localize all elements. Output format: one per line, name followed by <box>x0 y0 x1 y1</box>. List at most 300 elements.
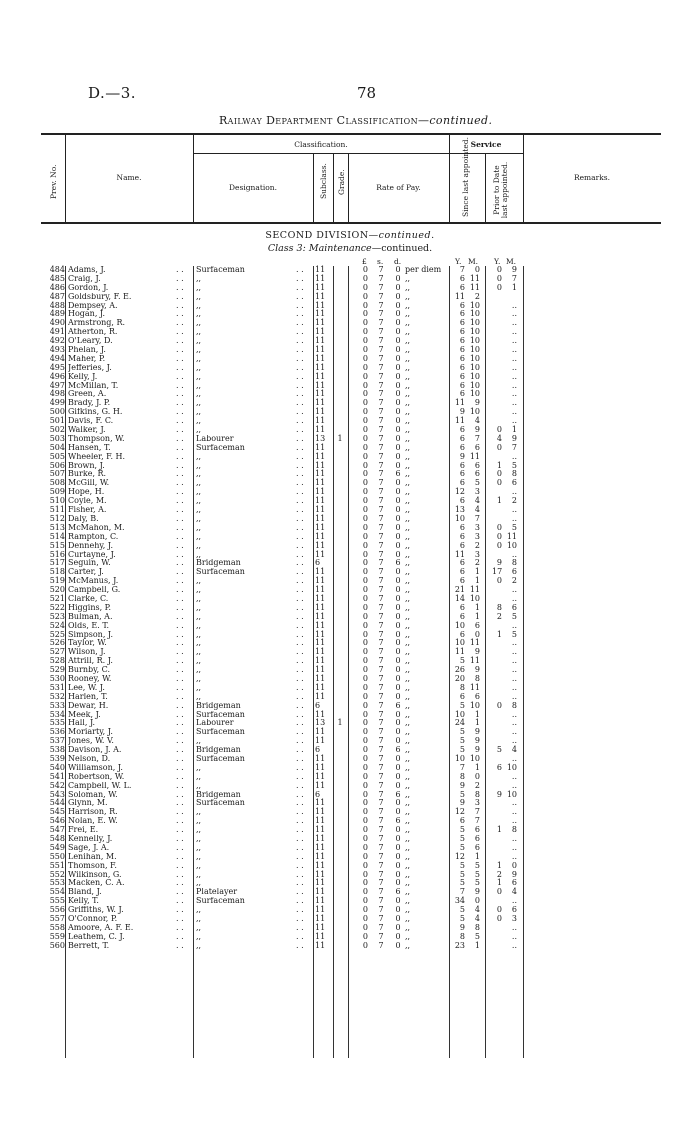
leader-dots: . . <box>176 736 184 746</box>
service-years: 5 <box>459 745 465 755</box>
leader-dots: . . <box>176 416 184 426</box>
designation: ,, <box>196 923 202 932</box>
service-months: 9 <box>474 398 480 408</box>
service-years: 20 <box>454 673 465 683</box>
leader-dots: . . <box>296 620 304 630</box>
subclass: 11 <box>315 540 326 550</box>
designation: ,, <box>196 808 202 817</box>
pay-shillings: 7 <box>378 940 384 950</box>
prior-months: .. <box>511 807 517 817</box>
pay-pounds: 0 <box>362 505 368 515</box>
pay-pounds: 0 <box>362 789 368 799</box>
row-number: 532 <box>49 691 65 701</box>
service-months: 9 <box>474 736 480 746</box>
row-number: 487 <box>49 291 65 301</box>
table-row <box>0 346 700 355</box>
prior-months: .. <box>511 309 517 319</box>
pay-pounds: 0 <box>362 487 368 497</box>
header-subclass: Subclass. <box>319 163 328 199</box>
pay-shillings: 7 <box>378 398 384 408</box>
employee-name: Meek, J. <box>68 710 101 719</box>
subclass: 11 <box>315 940 326 950</box>
division-name: SECOND DIVISION— <box>265 230 379 241</box>
designation: ,, <box>196 292 202 301</box>
designation: ,, <box>196 337 202 346</box>
table-row <box>0 319 700 328</box>
pay-pounds: 0 <box>362 931 368 941</box>
service-months: 10 <box>469 380 480 390</box>
table-row <box>0 933 700 942</box>
designation: Bridgeman <box>196 559 241 568</box>
pay-pounds: 0 <box>362 469 368 479</box>
pay-pence: 0 <box>395 922 401 932</box>
leader-dots: . . <box>176 825 184 835</box>
prior-months: 0 <box>511 860 517 870</box>
row-number: 547 <box>49 825 65 835</box>
pay-shillings: 7 <box>378 611 384 621</box>
leader-dots: . . <box>176 505 184 515</box>
pay-pounds: 0 <box>362 825 368 835</box>
employee-name: O'Connor, P. <box>68 915 118 924</box>
pay-period: ,, <box>405 496 411 506</box>
row-number: 518 <box>49 567 65 577</box>
pay-period: ,, <box>405 753 411 763</box>
employee-name: Wheeler, F. H. <box>68 452 126 461</box>
header-rate: Rate of Pay. <box>376 183 421 192</box>
unit-pounds: £ <box>362 257 367 266</box>
subclass: 11 <box>315 345 326 355</box>
employee-name: Green, A. <box>68 390 107 399</box>
service-months: 10 <box>469 389 480 399</box>
designation: ,, <box>196 870 202 879</box>
subclass: 11 <box>315 753 326 763</box>
designation: ,, <box>196 506 202 515</box>
table-row <box>0 666 700 675</box>
table-row <box>0 497 700 506</box>
prior-months: .. <box>511 922 517 932</box>
pay-period: ,, <box>405 611 411 621</box>
prior-months: 4 <box>511 887 517 897</box>
leader-dots: . . <box>296 700 304 710</box>
pay-shillings: 7 <box>378 700 384 710</box>
pay-pence: 0 <box>395 727 401 737</box>
row-number: 521 <box>49 593 65 603</box>
pay-shillings: 7 <box>378 442 384 452</box>
employee-name: Thomson, F. <box>68 861 117 870</box>
pay-pounds: 0 <box>362 905 368 915</box>
pay-shillings: 7 <box>378 807 384 817</box>
row-number: 502 <box>49 425 65 435</box>
pay-pounds: 0 <box>362 691 368 701</box>
prior-years: 1 <box>496 878 502 888</box>
prior-months: .. <box>511 593 517 603</box>
leader-dots: . . <box>176 931 184 941</box>
service-years: 6 <box>459 496 465 506</box>
service-months: 7 <box>474 433 480 443</box>
table-row <box>0 559 700 568</box>
leader-dots: . . <box>296 851 304 861</box>
table-row <box>0 382 700 391</box>
pay-period: ,, <box>405 389 411 399</box>
pay-pence: 0 <box>395 460 401 470</box>
prior-months: .. <box>511 451 517 461</box>
leader-dots: . . <box>296 629 304 639</box>
prior-years: 2 <box>496 869 502 879</box>
pay-pence: 0 <box>395 478 401 488</box>
prior-months: 10 <box>506 762 517 772</box>
row-number: 534 <box>49 709 65 719</box>
pay-pence: 0 <box>395 353 401 363</box>
pay-period: ,, <box>405 745 411 755</box>
table-row <box>0 639 700 648</box>
prior-years: 2 <box>496 611 502 621</box>
pay-shillings: 7 <box>378 478 384 488</box>
service-months: 6 <box>474 842 480 852</box>
service-years: 6 <box>459 558 465 568</box>
table-row <box>0 479 700 488</box>
leader-dots: . . <box>176 353 184 363</box>
division-heading <box>0 230 700 241</box>
pay-shillings: 7 <box>378 629 384 639</box>
designation: ,, <box>196 861 202 870</box>
employee-name: Brown, J. <box>68 461 105 470</box>
pay-pence: 0 <box>395 709 401 719</box>
row-number: 522 <box>49 602 65 612</box>
pay-pence: 0 <box>395 407 401 417</box>
pay-shillings: 7 <box>378 371 384 381</box>
pay-period: ,, <box>405 407 411 417</box>
prior-months: .. <box>511 549 517 559</box>
table-row <box>0 657 700 666</box>
pay-period: ,, <box>405 380 411 390</box>
employee-name: Campbell, W. L. <box>68 781 132 790</box>
subclass: 11 <box>315 842 326 852</box>
subclass: 11 <box>315 487 326 497</box>
leader-dots: . . <box>296 647 304 657</box>
employee-name: Campbell, G. <box>68 586 121 595</box>
pay-shillings: 7 <box>378 665 384 675</box>
pay-shillings: 7 <box>378 869 384 879</box>
leader-dots: . . <box>176 914 184 924</box>
table-row <box>0 453 700 462</box>
pay-period: ,, <box>405 425 411 435</box>
pay-period: ,, <box>405 629 411 639</box>
employee-name: Thompson, W. <box>68 434 125 443</box>
prior-months: .. <box>511 327 517 337</box>
service-years: 10 <box>454 513 465 523</box>
pay-pounds: 0 <box>362 727 368 737</box>
prior-months: .. <box>511 780 517 790</box>
prior-months: 1 <box>511 282 517 292</box>
leader-dots: . . <box>176 585 184 595</box>
pay-period: ,, <box>405 896 411 906</box>
pay-period: ,, <box>405 620 411 630</box>
prior-months: 8 <box>511 558 517 568</box>
pay-pounds: 0 <box>362 602 368 612</box>
service-months: 3 <box>474 531 480 541</box>
leader-dots: . . <box>296 673 304 683</box>
service-months: 8 <box>474 922 480 932</box>
row-number: 543 <box>49 789 65 799</box>
pay-pounds: 0 <box>362 709 368 719</box>
row-number: 494 <box>49 353 65 363</box>
pay-pence: 0 <box>395 762 401 772</box>
employee-name: Harrison, R. <box>68 808 118 817</box>
leader-dots: . . <box>296 318 304 328</box>
pay-pounds: 0 <box>362 665 368 675</box>
pay-pence: 0 <box>395 433 401 443</box>
pay-period: ,, <box>405 931 411 941</box>
prior-months: .. <box>511 585 517 595</box>
pay-pence: 0 <box>395 318 401 328</box>
table-row <box>0 888 700 897</box>
service-months: 5 <box>474 931 480 941</box>
pay-shillings: 7 <box>378 887 384 897</box>
subclass: 11 <box>315 878 326 888</box>
designation: Bridgeman <box>196 701 241 710</box>
pay-period: ,, <box>405 709 411 719</box>
service-years: 6 <box>459 300 465 310</box>
pay-period: ,, <box>405 789 411 799</box>
row-number: 520 <box>49 585 65 595</box>
service-years: 12 <box>454 807 465 817</box>
pay-period: ,, <box>405 416 411 426</box>
subclass: 11 <box>315 469 326 479</box>
pay-shillings: 7 <box>378 567 384 577</box>
employee-name: Higgins, P. <box>68 603 111 612</box>
employee-name: Gordon, J. <box>68 283 109 292</box>
col-divider <box>333 153 334 223</box>
service-years: 5 <box>459 656 465 666</box>
pay-pence: 0 <box>395 513 401 523</box>
service-years: 6 <box>459 442 465 452</box>
employee-name: Taylor, W. <box>68 639 107 648</box>
service-years: 5 <box>459 727 465 737</box>
prior-months: .. <box>511 647 517 657</box>
subclass: 11 <box>315 549 326 559</box>
leader-dots: . . <box>296 940 304 950</box>
pay-shillings: 7 <box>378 878 384 888</box>
leader-dots: . . <box>176 567 184 577</box>
service-years: 5 <box>459 878 465 888</box>
designation: ,, <box>196 541 202 550</box>
leader-dots: . . <box>296 451 304 461</box>
prior-months: .. <box>511 513 517 523</box>
pay-shillings: 7 <box>378 798 384 808</box>
pay-period: ,, <box>405 647 411 657</box>
table-row <box>0 773 700 782</box>
prior-years: 0 <box>496 531 502 541</box>
pay-pounds: 0 <box>362 860 368 870</box>
leader-dots: . . <box>296 540 304 550</box>
leader-dots: . . <box>296 762 304 772</box>
designation: ,, <box>196 781 202 790</box>
pay-shillings: 7 <box>378 718 384 728</box>
pay-shillings: 7 <box>378 531 384 541</box>
service-years: 6 <box>459 362 465 372</box>
prior-months: .. <box>511 753 517 763</box>
row-number: 525 <box>49 629 65 639</box>
subclass: 11 <box>315 353 326 363</box>
row-number: 541 <box>49 771 65 781</box>
pay-pounds: 0 <box>362 851 368 861</box>
pay-pence: 0 <box>395 931 401 941</box>
service-months: 1 <box>474 576 480 586</box>
leader-dots: . . <box>176 513 184 523</box>
leader-dots: . . <box>296 665 304 675</box>
pay-pence: 0 <box>395 905 401 915</box>
service-years: 5 <box>459 842 465 852</box>
subclass: 11 <box>315 727 326 737</box>
designation: ,, <box>196 274 202 283</box>
leader-dots: . . <box>296 353 304 363</box>
pay-pence: 0 <box>395 531 401 541</box>
pay-period: ,, <box>405 362 411 372</box>
pay-period: ,, <box>405 282 411 292</box>
subclass: 11 <box>315 611 326 621</box>
pay-period: ,, <box>405 905 411 915</box>
table-row <box>0 631 700 640</box>
row-number: 515 <box>49 540 65 550</box>
pay-pounds: 0 <box>362 371 368 381</box>
prior-months: 6 <box>511 602 517 612</box>
pay-pounds: 0 <box>362 549 368 559</box>
prior-months: .. <box>511 487 517 497</box>
pay-pounds: 0 <box>362 736 368 746</box>
designation: ,, <box>196 319 202 328</box>
pay-period: ,, <box>405 522 411 532</box>
prior-months: 8 <box>511 469 517 479</box>
table-row <box>0 284 700 293</box>
pay-pounds: 0 <box>362 540 368 550</box>
designation: ,, <box>196 737 202 746</box>
employee-name: McManus, J. <box>68 577 119 586</box>
row-number: 492 <box>49 336 65 346</box>
leader-dots: . . <box>296 460 304 470</box>
pay-pounds: 0 <box>362 834 368 843</box>
leader-dots: . . <box>296 282 304 292</box>
service-months: 6 <box>474 825 480 835</box>
designation: Surfaceman <box>196 897 245 906</box>
designation: ,, <box>196 772 202 781</box>
pay-pounds: 0 <box>362 265 368 274</box>
pay-shillings: 7 <box>378 709 384 719</box>
service-years: 9 <box>459 798 465 808</box>
pay-shillings: 7 <box>378 460 384 470</box>
prior-years: 0 <box>496 576 502 586</box>
subclass: 11 <box>315 762 326 772</box>
prior-months: .. <box>511 300 517 310</box>
pay-pounds: 0 <box>362 327 368 337</box>
unit-months-prior: M. <box>506 257 517 266</box>
leader-dots: . . <box>296 736 304 746</box>
pay-pounds: 0 <box>362 460 368 470</box>
designation: ,, <box>196 915 202 924</box>
pay-shillings: 7 <box>378 620 384 630</box>
leader-dots: . . <box>296 602 304 612</box>
designation: Bridgeman <box>196 790 241 799</box>
pay-period: ,, <box>405 309 411 319</box>
leader-dots: . . <box>296 336 304 346</box>
leader-dots: . . <box>176 371 184 381</box>
service-years: 9 <box>459 922 465 932</box>
service-months: 0 <box>474 896 480 906</box>
leader-dots: . . <box>176 602 184 612</box>
leader-dots: . . <box>296 638 304 648</box>
leader-dots: . . <box>296 345 304 355</box>
page-title-main: Railway Department Classification— <box>219 114 430 127</box>
designation: ,, <box>196 381 202 390</box>
service-months: 10 <box>469 345 480 355</box>
pay-pounds: 0 <box>362 318 368 328</box>
pay-shillings: 7 <box>378 638 384 648</box>
service-months: 6 <box>474 442 480 452</box>
subclass: 11 <box>315 807 326 817</box>
leader-dots: . . <box>296 496 304 506</box>
pay-pence: 6 <box>395 887 401 897</box>
employee-name: Adams, J. <box>68 266 106 274</box>
service-months: 3 <box>474 798 480 808</box>
designation: Surfaceman <box>196 728 245 737</box>
pay-pounds: 0 <box>362 629 368 639</box>
designation: ,, <box>196 417 202 426</box>
leader-dots: . . <box>296 931 304 941</box>
subclass: 11 <box>315 380 326 390</box>
pay-period: ,, <box>405 816 411 826</box>
service-years: 10 <box>454 753 465 763</box>
leader-dots: . . <box>176 549 184 559</box>
service-months: 8 <box>474 789 480 799</box>
leader-dots: . . <box>176 665 184 675</box>
leader-dots: . . <box>176 558 184 568</box>
service-years: 6 <box>459 522 465 532</box>
pay-period: ,, <box>405 433 411 443</box>
pay-period: ,, <box>405 718 411 728</box>
row-number: 506 <box>49 460 65 470</box>
header-prev-no: Prev. No. <box>49 164 58 199</box>
service-months: 4 <box>474 416 480 426</box>
pay-pounds: 0 <box>362 522 368 532</box>
employee-name: Sage, J. A. <box>68 843 110 852</box>
prior-months: 10 <box>506 540 517 550</box>
row-number: 491 <box>49 327 65 337</box>
subclass: 11 <box>315 665 326 675</box>
leader-dots: . . <box>176 407 184 417</box>
employee-name: Robertson, W. <box>68 772 125 781</box>
leader-dots: . . <box>296 416 304 426</box>
designation: ,, <box>196 426 202 435</box>
table-row <box>0 817 700 826</box>
header-designation: Designation. <box>229 183 277 192</box>
leader-dots: . . <box>176 318 184 328</box>
leader-dots: . . <box>296 327 304 337</box>
service-months: 4 <box>474 496 480 506</box>
leader-dots: . . <box>176 593 184 603</box>
row-number: 536 <box>49 727 65 737</box>
pay-pence: 0 <box>395 638 401 648</box>
row-number: 493 <box>49 345 65 355</box>
pay-pounds: 0 <box>362 673 368 683</box>
designation: ,, <box>196 408 202 417</box>
table-row <box>0 808 700 817</box>
pay-pounds: 0 <box>362 558 368 568</box>
pay-shillings: 7 <box>378 762 384 772</box>
employee-name: Daly, B. <box>68 514 99 523</box>
prior-months: 6 <box>511 478 517 488</box>
prior-years: 0 <box>496 522 502 532</box>
class-heading <box>0 243 700 254</box>
service-months: 10 <box>469 336 480 346</box>
